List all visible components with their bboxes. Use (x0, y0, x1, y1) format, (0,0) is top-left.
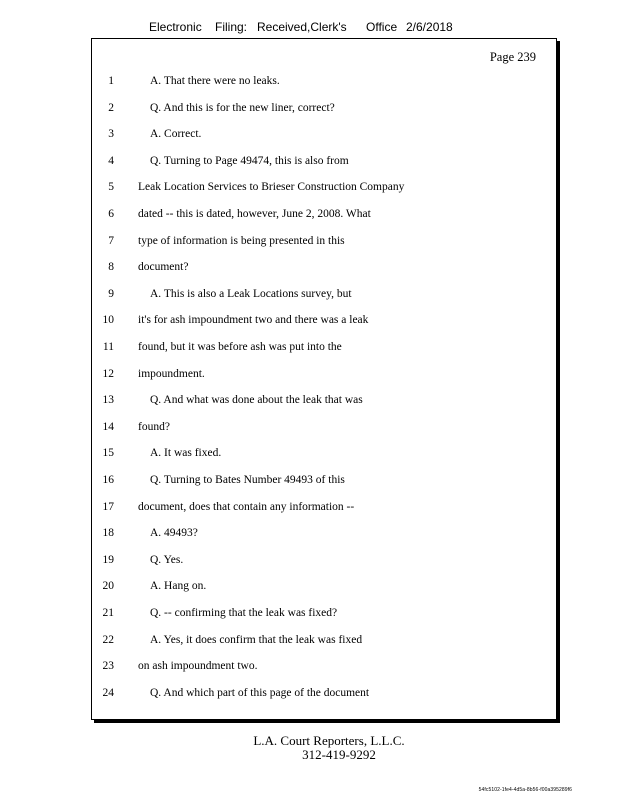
transcript-line (92, 554, 556, 574)
transcript-lines (92, 39, 556, 719)
transcript-line (92, 75, 556, 95)
line-text: Q. And what was done about the leak that was (150, 394, 363, 407)
line-number: 4 (108, 154, 114, 167)
transcript-line (92, 660, 556, 680)
line-number: 21 (102, 607, 114, 619)
document-id: 54fc5102-1fe4-4d5a-8b56-f00a395289f6 (478, 787, 572, 793)
line-text: Q. Turning to Bates Number 49493 of this (150, 474, 345, 486)
line-number: 24 (102, 686, 114, 699)
transcript-line (92, 447, 556, 467)
line-number: 17 (102, 500, 114, 513)
line-text: Q. Turning to Page 49474, this is also from (150, 154, 349, 167)
filing-stamp-word: Filing: (215, 20, 248, 34)
line-text: found? (138, 420, 170, 433)
transcript-line (92, 634, 556, 654)
transcript-line (92, 607, 556, 627)
transcript-line (92, 341, 556, 361)
line-text: A. Hang on. (150, 580, 207, 593)
line-text: A. This is also a Leak Locations survey, but (150, 287, 352, 300)
transcript-line (92, 501, 556, 521)
transcript-line (92, 288, 556, 308)
line-number: 9 (108, 287, 114, 300)
transcript-line (92, 474, 556, 494)
transcript-line (92, 580, 556, 600)
line-text: A. Correct. (150, 128, 202, 141)
line-text: Q. And which part of this page of the document (150, 686, 370, 699)
line-number: 19 (102, 553, 114, 566)
filing-stamp-word: Electronic (149, 20, 202, 34)
line-number: 12 (102, 367, 114, 380)
page-number: Page 239 (489, 50, 536, 64)
line-number: 7 (108, 234, 114, 247)
transcript-page (91, 38, 557, 720)
line-number: 14 (102, 420, 114, 433)
transcript-line (92, 368, 556, 388)
transcript-line (92, 314, 556, 334)
line-number: 1 (108, 75, 114, 87)
transcript-line (92, 102, 556, 122)
line-text: impoundment. (138, 367, 205, 380)
line-text: Q. -- confirming that the leak was fixed? (150, 607, 338, 619)
filing-stamp-word: Office (366, 20, 398, 34)
line-text: A. That there were no leaks. (150, 75, 280, 87)
line-number: 16 (102, 474, 114, 486)
filing-stamp-date: 2/6/2018 (406, 20, 453, 34)
transcript-line (92, 235, 556, 255)
line-number: 20 (102, 580, 114, 593)
line-text: dated -- this is dated, however, June 2, 2008. What (138, 208, 371, 220)
transcript-line (92, 394, 556, 414)
transcript-line (92, 181, 556, 201)
line-text: document, does that contain any information -- (138, 500, 355, 513)
line-text: on ash impoundment two. (138, 660, 258, 673)
line-number: 2 (108, 101, 114, 114)
court-reporter-phone: 312-419-9292 (302, 747, 376, 762)
transcript-line (92, 208, 556, 228)
filing-stamp-word: Received,Clerk's (257, 20, 347, 34)
line-text: found, but it was before ash was put into the (138, 341, 342, 353)
line-number: 23 (102, 660, 114, 673)
line-number: 3 (108, 128, 114, 141)
line-text: A. Yes, it does confirm that the leak was fixed (150, 633, 363, 646)
line-text: it's for ash impoundment two and there was a leak (138, 314, 369, 327)
line-text: Q. Yes. (150, 553, 184, 566)
line-number: 8 (108, 261, 114, 274)
line-text: type of information is being presented in this (138, 234, 345, 247)
line-number: 22 (102, 633, 114, 646)
line-text: document? (138, 261, 189, 274)
line-text: Q. And this is for the new liner, correct? (150, 101, 335, 114)
line-number: 15 (102, 447, 114, 460)
line-text: A. 49493? (150, 527, 198, 540)
line-text: Leak Location Services to Brieser Construction Company (138, 181, 405, 194)
transcript-line (92, 527, 556, 547)
line-text: A. It was fixed. (150, 447, 222, 460)
line-number: 5 (108, 181, 114, 194)
line-number: 18 (102, 527, 114, 540)
transcript-line (92, 128, 556, 148)
line-number: 13 (102, 394, 114, 407)
transcript-line (92, 421, 556, 441)
line-number: 6 (108, 208, 114, 220)
transcript-line (92, 687, 556, 707)
line-number: 11 (102, 341, 114, 353)
transcript-line (92, 261, 556, 281)
line-number: 10 (102, 314, 114, 327)
court-reporter-name: L.A. Court Reporters, L.L.C. (253, 733, 405, 748)
transcript-line (92, 155, 556, 175)
